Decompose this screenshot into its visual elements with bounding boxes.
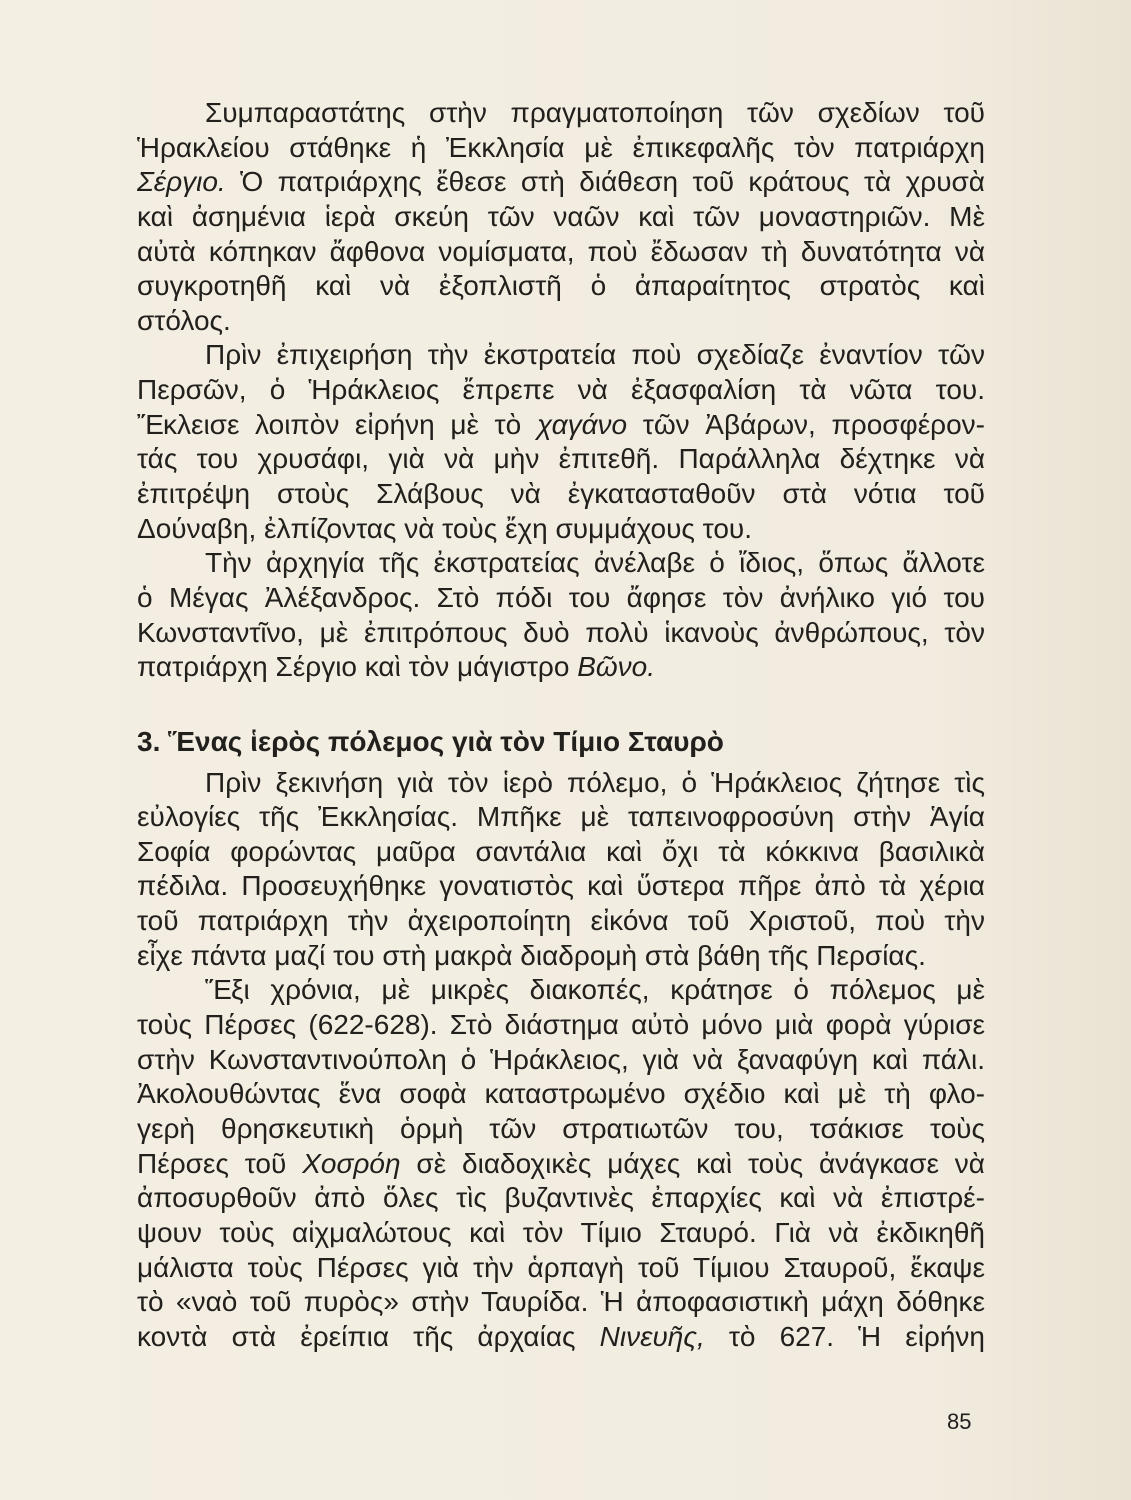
italic-name: Σέργιο. [137, 166, 226, 198]
text-line: τὸ «ναὸ τοῦ πυρὸς» στὴν Ταυρίδα. Ἡ ἀποφασιστικὴ μάχη δόθηκε [137, 1286, 985, 1318]
paragraph [137, 973, 985, 1354]
text-line: Σοφία φορώντας μαῦρα σαντάλια καὶ ὄχι τὰ κόκκινα βασιλικὰ [137, 835, 985, 867]
text-run: τῶν Ἀβάρων, προσφέρον- [627, 408, 986, 440]
text-line: Ἕξι χρόνια, μὲ μικρὲς διακοπές, κράτησε ὁ πόλεμος μὲ [205, 974, 985, 1006]
text-line: Πρὶν ἐπιχειρήση τὴν ἐκστρατεία ποὺ σχεδίαζε ἐναντίον τῶν [205, 339, 985, 371]
text-line: Κωνσταντῖνο, μὲ ἐπιτρόπους δυὸ πολὺ ἱκανοὺς ἀνθρώπους, τὸν [137, 616, 985, 648]
text-line: Ἀκολουθώντας ἕνα σοφὰ καταστρωμένο σχέδιο καὶ μὲ τὴ φλο- [137, 1078, 985, 1110]
section-heading: 3. Ἕνας ἱερὸς πόλεμος γιὰ τὸν Τίμιο Σταυρὸ [137, 725, 724, 757]
text-line [137, 408, 985, 443]
text-line: Συμπαραστάτης στὴν πραγματοποίηση τῶν σχεδίων τοῦ [205, 97, 985, 128]
text-line [137, 650, 985, 685]
text-line [137, 1147, 985, 1182]
text-line: ὁ Μέγας Ἀλέξανδρος. Στὸ πόδι του ἄφησε τὸν ἀνήλικο γιό του [137, 581, 985, 613]
text-line: ἐπιτρέψη στοὺς Σλάβους νὰ ἐγκατασταθοῦν στὰ νότια τοῦ [137, 478, 985, 510]
text-line: ψουν τοὺς αἰχμαλώτους καὶ τὸν Τίμιο Σταυρό. Γιὰ νὰ ἐκδικηθῆ [137, 1216, 985, 1248]
text-run: σὲ διαδοχικὲς μάχες καὶ τοὺς ἀνάγκασε νὰ [400, 1147, 985, 1179]
text-line [137, 1320, 985, 1355]
text-run: τὸ 627. Ἡ εἰρήνη [704, 1320, 985, 1352]
text-line: ἀποσυρθοῦν ἀπὸ ὅλες τὶς βυζαντινὲς ἐπαρχίες καὶ νὰ ἐπιστρέ- [137, 1182, 985, 1214]
text-line: Πρὶν ξεκινήση γιὰ τὸν ἱερὸ πόλεμο, ὁ Ἡράκλειος ζήτησε τὶς [205, 766, 985, 798]
italic-name: Νινευῆς, [599, 1320, 705, 1352]
text-line: στὴν Κωνσταντινούπολη ὁ Ἡράκλειος, γιὰ νὰ ξαναφύγη καὶ πάλι. [137, 1043, 985, 1075]
page-text [137, 96, 985, 1354]
text-line: Τὴν ἀρχηγία τῆς ἐκστρατείας ἀνέλαβε ὁ ἴδιος, ὅπως ἄλλοτε [205, 547, 985, 579]
text-line: πέδιλα. Προσευχήθηκε γονατιστὸς καὶ ὕστερα πῆρε ἀπὸ τὰ χέρια [137, 870, 985, 902]
text-run: Πέρσες τοῦ [137, 1147, 303, 1179]
page-number: 85 [947, 1409, 972, 1434]
text-run: Ὁ πατριάρχης ἔθεσε στὴ διάθεση τοῦ κράτους τὰ χρυσὰ [225, 166, 985, 198]
text-line [137, 165, 985, 200]
text-line: Δούναβη, ἐλπίζοντας νὰ τοὺς ἔχη συμμάχους του. [137, 512, 753, 544]
text-line: Ἡρακλείου στάθηκε ἡ Ἐκκλησία μὲ ἐπικεφαλῆς τὸν πατριάρχη [137, 131, 985, 163]
text-line: γερὴ θρησκευτικὴ ὁρμὴ τῶν στρατιωτῶν του, τσάκισε τοὺς [137, 1112, 985, 1144]
text-line: τάς του χρυσάφι, γιὰ νὰ μὴν ἐπιτεθῆ. Παράλληλα δέχτηκε νὰ [137, 443, 985, 475]
text-line: τοῦ πατριάρχη τὴν ἀχειροποίητη εἰκόνα τοῦ Χριστοῦ, ποὺ τὴν [137, 905, 985, 937]
text-line: μάλιστα τοὺς Πέρσες γιὰ τὴν ἁρπαγὴ τοῦ Τίμιου Σταυροῦ, ἔκαψε [137, 1251, 985, 1283]
italic-name: Βῶνο. [577, 651, 656, 683]
text-line: εὐλογίες τῆς Ἐκκλησίας. Μπῆκε μὲ ταπεινοφροσύνη στὴν Ἁγία [137, 801, 985, 833]
italic-name: Χοσρόη [302, 1147, 401, 1179]
italic-term: χαγάνο [536, 408, 628, 440]
text-line: στόλος. [137, 304, 231, 336]
text-line: τοὺς Πέρσες (622-628). Στὸ διάστημα αὐτὸ μόνο μιὰ φορὰ γύρισε [137, 1009, 985, 1041]
text-line: καὶ ἀσημένια ἱερὰ σκεύη τῶν ναῶν καὶ τῶν μοναστηριῶν. Μὲ [137, 200, 985, 232]
text-run: κοντὰ στὰ ἐρείπια τῆς ἀρχαίας [137, 1320, 600, 1352]
paragraph [137, 766, 985, 974]
text-run: Ἔκλεισε λοιπὸν εἰρήνη μὲ τὸ [137, 408, 537, 440]
text-line: Περσῶν, ὁ Ἡράκλειος ἔπρεπε νὰ ἐξασφαλίση τὰ νῶτα του. [137, 374, 985, 406]
text-run: πατριάρχη Σέργιο καὶ τὸν μάγιστρο [137, 651, 578, 683]
text-line: αὐτὰ κόπηκαν ἄφθονα νομίσματα, ποὺ ἔδωσαν τὴ δυνατότητα νὰ [137, 235, 985, 267]
paragraph [137, 546, 985, 685]
paragraph [137, 96, 985, 338]
paragraph [137, 338, 985, 546]
text-line: εἶχε πάντα μαζί του στὴ μακρὰ διαδρομὴ στὰ βάθη τῆς Περσίας. [137, 939, 926, 971]
text-line: συγκροτηθῆ καὶ νὰ ἐξοπλιστῆ ὁ ἀπαραίτητος στρατὸς καὶ [137, 270, 985, 302]
